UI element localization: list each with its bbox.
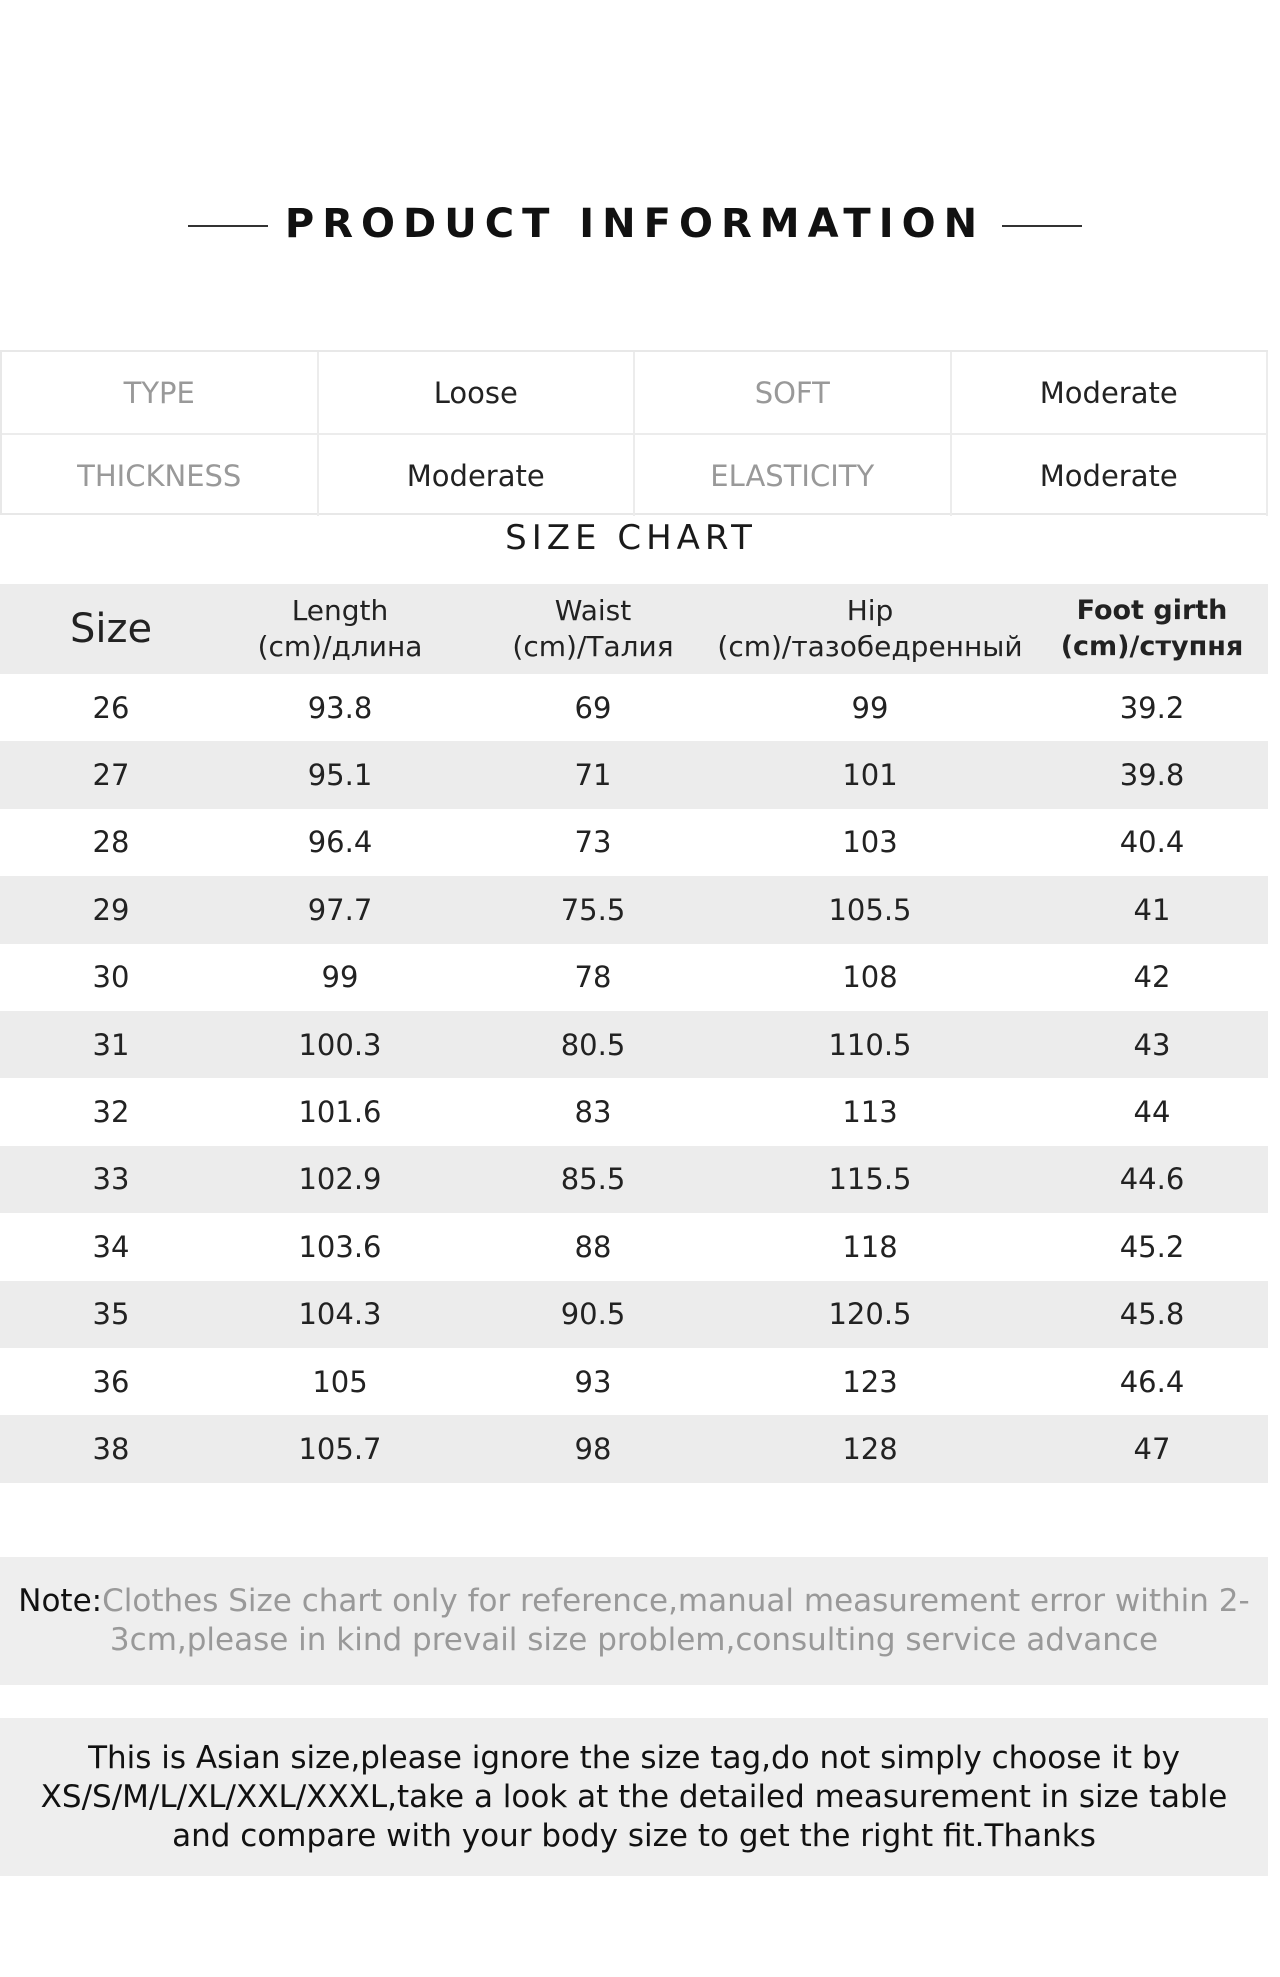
- asian-size-notice-text: This is Asian size,please ignore the size tag,do not simply choose it by XS/S/M/L/XL/XXL/XXXL,take a look at the detailed measurement in size table and compare with your body size to get the right fit.Thanks: [40, 1739, 1228, 1854]
- cell-size: 32: [92, 1095, 130, 1130]
- header-foot-girth: [1036, 584, 1268, 674]
- cell-waist: 93: [574, 1364, 612, 1399]
- table-row: [0, 809, 1268, 876]
- cell-waist: 90.5: [560, 1297, 626, 1332]
- cell-hip: 110.5: [828, 1027, 912, 1062]
- header-waist-line1: Waist: [554, 594, 632, 627]
- info-label-elasticity: ELASTICITY: [635, 435, 952, 516]
- info-value-type: Loose: [319, 352, 636, 433]
- page-title-block: [0, 195, 1280, 255]
- cell-size: 30: [92, 960, 130, 995]
- cell-size: 26: [92, 690, 130, 725]
- cell-hip: 123: [842, 1364, 898, 1399]
- cell-foot-girth: 39.2: [1119, 690, 1185, 725]
- table-row: [0, 944, 1268, 1011]
- cell-hip: 128: [842, 1431, 898, 1466]
- header-size-label: Size: [69, 606, 153, 652]
- cell-length: 99: [321, 960, 359, 995]
- table-row: [0, 1146, 1268, 1213]
- info-row: [2, 433, 1268, 516]
- cell-waist: 73: [574, 825, 612, 860]
- table-row: [0, 876, 1268, 943]
- cell-foot-girth: 42: [1133, 960, 1171, 995]
- cell-hip: 113: [842, 1095, 898, 1130]
- note-text-block: [0, 1582, 1268, 1660]
- info-label-thickness: THICKNESS: [2, 435, 319, 516]
- size-chart-table: [0, 584, 1268, 1483]
- info-row: [2, 352, 1268, 433]
- info-value-thickness: Moderate: [319, 435, 636, 516]
- cell-foot-girth: 41: [1133, 892, 1171, 927]
- table-row: [0, 1213, 1268, 1280]
- table-row: [0, 1011, 1268, 1078]
- note-text: Clothes Size chart only for reference,manual measurement error within 2-3cm,please in kind prevail size problem,consulting service advance: [102, 1583, 1250, 1658]
- cell-length: 104.3: [298, 1297, 382, 1332]
- cell-foot-girth: 47: [1133, 1431, 1171, 1466]
- note-box: [0, 1557, 1268, 1685]
- cell-waist: 83: [574, 1095, 612, 1130]
- cell-length: 100.3: [298, 1027, 382, 1062]
- cell-foot-girth: 45.8: [1119, 1297, 1185, 1332]
- cell-hip: 108: [842, 960, 898, 995]
- header-length-line2: (cm)/длина: [257, 630, 423, 663]
- cell-length: 105.7: [298, 1431, 382, 1466]
- cell-foot-girth: 45.2: [1119, 1229, 1185, 1264]
- table-row: [0, 1281, 1268, 1348]
- header-length-line1: Length: [291, 594, 389, 627]
- header-length: [222, 584, 458, 674]
- header-foot-line2: (cm)/ступня: [1060, 631, 1244, 662]
- cell-hip: 115.5: [828, 1162, 912, 1197]
- cell-hip: 99: [851, 690, 889, 725]
- cell-size: 29: [92, 892, 130, 927]
- cell-foot-girth: 44: [1133, 1095, 1171, 1130]
- table-row: [0, 674, 1268, 741]
- cell-length: 105: [312, 1364, 368, 1399]
- cell-waist: 71: [574, 758, 612, 793]
- asian-size-notice: [0, 1718, 1268, 1876]
- cell-length: 103.6: [298, 1229, 382, 1264]
- cell-foot-girth: 46.4: [1119, 1364, 1185, 1399]
- cell-waist: 98: [574, 1431, 612, 1466]
- info-label-soft: SOFT: [635, 352, 952, 433]
- cell-length: 102.9: [298, 1162, 382, 1197]
- cell-size: 36: [92, 1364, 130, 1399]
- title-divider-right: [1002, 225, 1082, 227]
- size-chart-header: [0, 584, 1268, 674]
- header-hip-line2: (cm)/тазобедренный: [717, 630, 1023, 663]
- size-chart-title: SIZE CHART: [505, 518, 757, 558]
- cell-waist: 75.5: [560, 892, 626, 927]
- table-row: [0, 741, 1268, 808]
- page-title: PRODUCT INFORMATION: [284, 201, 986, 247]
- table-row: [0, 1078, 1268, 1145]
- note-label: Note:: [18, 1583, 103, 1619]
- cell-length: 97.7: [307, 892, 373, 927]
- cell-hip: 118: [842, 1229, 898, 1264]
- header-foot-line1: Foot girth: [1076, 595, 1228, 626]
- cell-length: 93.8: [307, 690, 373, 725]
- header-hip-line1: Hip: [846, 594, 894, 627]
- cell-waist: 85.5: [560, 1162, 626, 1197]
- cell-length: 95.1: [307, 758, 373, 793]
- cell-foot-girth: 39.8: [1119, 758, 1185, 793]
- cell-hip: 103: [842, 825, 898, 860]
- cell-waist: 78: [574, 960, 612, 995]
- table-row: [0, 1415, 1268, 1482]
- info-value-elasticity: Moderate: [952, 435, 1269, 516]
- cell-size: 31: [92, 1027, 130, 1062]
- cell-size: 28: [92, 825, 130, 860]
- table-row: [0, 1348, 1268, 1415]
- cell-foot-girth: 43: [1133, 1027, 1171, 1062]
- cell-hip: 120.5: [828, 1297, 912, 1332]
- cell-waist: 80.5: [560, 1027, 626, 1062]
- cell-size: 35: [92, 1297, 130, 1332]
- cell-size: 38: [92, 1431, 130, 1466]
- header-hip: [690, 584, 1050, 674]
- cell-length: 96.4: [307, 825, 373, 860]
- cell-hip: 105.5: [828, 892, 912, 927]
- cell-waist: 69: [574, 690, 612, 725]
- cell-length: 101.6: [298, 1095, 382, 1130]
- cell-hip: 101: [842, 758, 898, 793]
- info-value-soft: Moderate: [952, 352, 1269, 433]
- cell-size: 34: [92, 1229, 130, 1264]
- header-waist-line2: (cm)/Талия: [512, 630, 674, 663]
- cell-foot-girth: 40.4: [1119, 825, 1185, 860]
- cell-waist: 88: [574, 1229, 612, 1264]
- cell-foot-girth: 44.6: [1119, 1162, 1185, 1197]
- header-waist: [458, 584, 728, 674]
- header-size: [0, 584, 222, 674]
- size-chart-body: [0, 674, 1268, 1483]
- cell-size: 27: [92, 758, 130, 793]
- info-label-type: TYPE: [2, 352, 319, 433]
- product-info-table: [0, 350, 1268, 515]
- cell-size: 33: [92, 1162, 130, 1197]
